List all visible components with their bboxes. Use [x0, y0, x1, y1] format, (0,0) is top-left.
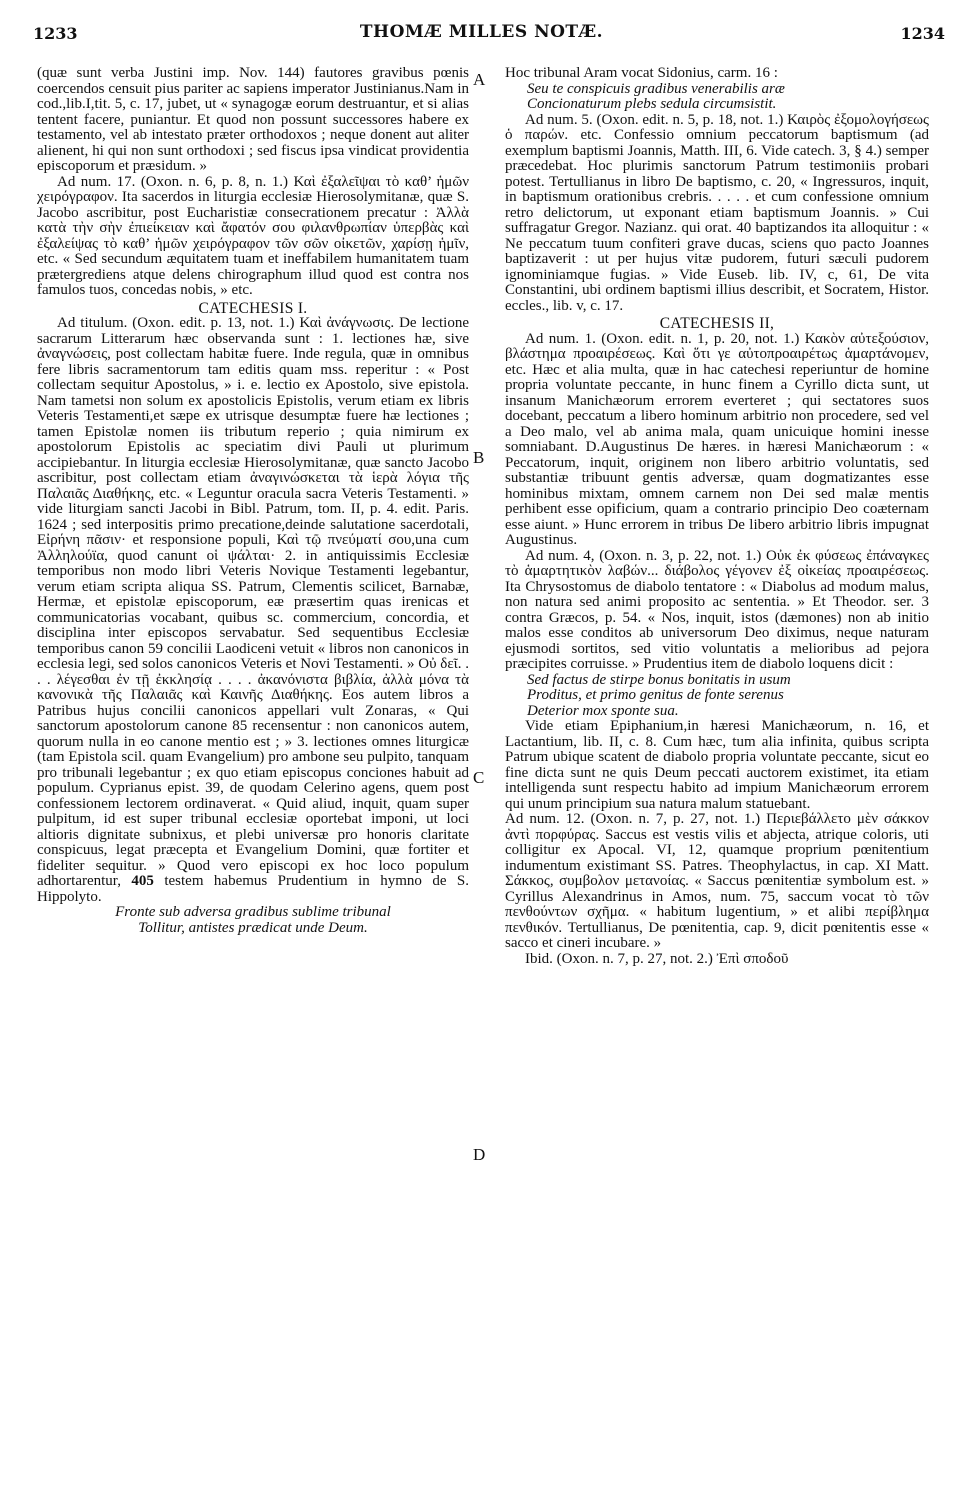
page-number-right: 1234 [900, 24, 945, 43]
section-heading: CATECHESIS I. [198, 299, 308, 317]
section-heading: CATECHESIS II, [659, 315, 775, 332]
paragraph [37, 316, 469, 905]
page-number-left: 1233 [33, 24, 78, 43]
verse-line: Fronte sub adversa gradibus sublime tribunal [115, 904, 391, 920]
page-header [0, 10, 963, 43]
paragraph: Ad num. 17. (Oxon. n. 6, p. 8, n. 1.) Καὶ ἐξαλεῖψαι τὸ καθ’ ἡμῶν χειρόγραφον. Ita sacerdos in liturgia ecclesiæ Hierosolymitanæ, quæ S. Jacobo ascribitur, post Eucharistiæ consecrationem precatur : Ἀλλὰ κατὰ τὴν σὴν ἐπιείκειαν καὶ ἄφατόν σου φιλανθρωπίαν ὑπερβὰς καὶ ἐξαλείψας τὸ καθ’ ἡμῶν χειρόγραφον τῶν σῶν οἰκετῶν, χαρίσῃ ἡμῖν, etc. « Sed secundum æquitatem tuam et ineffabilem humanitatem tuam prætergrediens atque delens chirographum illud quod est contra nos famulos tuos, concedas nobis, » etc. [37, 173, 469, 298]
paragraph: (quæ sunt verba Justini imp. Nov. 144) fautores gravibus pœnis coercendos censuit pius pariter ac sapiens imperator Justinianus.Nam in cod.,lib.I,tit. 5, c. 17, jubet, ut « synagogæ eorum destruantur, et si alias tentent facere, puniantur. Et quod non possunt successores habere ex testamento, vel ab intestato præter orthodoxos ; neque donent aut aliter alienent, hi qui non sunt orthodoxi ; sed fiscus ipsa vindicat providentia episcoporum et præsidum. » [37, 65, 469, 174]
paragraph: Vide etiam Epiphanium,in hæresi Manichæorum, n. 16, et Lactantium, lib. II, c. 8. Cum hæc, tum alia infinita, quibus scripta Patrum ubique scatent de diabolo propria voluntate peccante, sicut eo fine dicta sunt ne quis Deum peccati auctorem existimet, ita etiam intelligenda sunt respectu habito ad impium Manichæorum errorem qui unum principium sua natura malum statuebant. [505, 718, 929, 812]
paragraph: Ibid. (Oxon. n. 7, p. 27, not. 2.) Ἐπὶ σποδοῦ [525, 950, 789, 967]
paragraph: Ad num. 4, (Oxon. n. 3, p. 22, not. 1.) Οὐκ ἐκ φύσεως ἐπάναγκες τὸ ἁμαρτητικὸν λαβών... διάβολος γέγονεν ἐξ οἰκείας προαιρέσεως. Ita Chrysostomus de diabolo tentatore : « Diabolus ad modum malus, non natura sed animi proposito ac sententia. » Et Theodor. ser. 3 contra Græcos, p. 54. « Nos, inquit, istos (dæmones) non ab initio malos esse conditos ab universorum Deo diximus, neque naturam ejusmodi sortitos, sed vitio voluntatis a melioribus ad pejora præcipites corruisse. » Prudentius item de diabolo loquens dicit : [505, 547, 929, 672]
paragraph: Ad num. 5. (Oxon. edit. n. 5, p. 18, not. 1.) Καιρὸς ἐξομολογήσεως ὁ παρών. etc. Confessio omnium peccatorum baptismum (ad exemplum baptismi Joannis, Matth. III, 6. Vide catech. 3, § 4.) semper præcedebat. Hoc plurimis sanctorum Patrum testimoniis probari potest. Tertullianus in libro De baptismo, c. 20, « Ingressuros, inquit, in baptismum orationibus crebris. . . . . et cum confessione omnium retro delictorum, ut exponant etiam baptismum Joannis. » Cui suffragatur Gregor. Nazianz. qui orat. 40 baptizandos ita alloquitur : « Ne peccatum tuum confiteri grave ducas, sciens quo pacto Joannes baptizaverit : ut per hujus vitæ pudorem, futuri sæculi pudorem ignominiamque fugias. » Vide Euseb. lib. IV, c, 61, De vita Constantini, ubi ordinem baptismi illius describit, et Socratem, Histor. eccles., lib. v, c. 17. [505, 111, 929, 314]
paragraph: Ad num. 12. (Oxon. n. 7, p. 27, not. 1.) Περιεβάλλετο μὲν σάκκον ἀντὶ πορφύρας. Saccus est vestis vilis et abjecta, atrique coloris, uti colligitur ex Apocal. VI, 12, quamque proprium pœnitentium indumentum existimant SS. Patres. Theophylactus, in cap. XI Matt. Σάκκος, συμβολον μετανοίας. « Saccus pœnitentiæ symbolum est. » Cyrillus Alexandrinus in Amos, num. 75, saccum vocat τὸ τῶν πενθούντων σχῆμα. « habitum lugentium, » et alibi περίβλημα πενθικόν. Tertullianus, De pœnitentia, cap. 9, dicit pœnitentis esse « sacco et cineri incubare. » [505, 811, 929, 951]
paragraph-text: Ad titulum. (Oxon. edit. p. 13, not. 1.) Καὶ ἀνάγνωσις. De lectione sacrarum Litterarum hæc observanda sunt : 1. lectiones hæ, sive ἀναγνώσεις, post collectam habitæ fuere. Inde regula, quæ in omnibus fere libris sacramentorum tam editis quam mss. reperitur : « Post collectam sequitur Apostolus, » i. e. lectio ex Apostolo, sive epistola. Nam tametsi non solum ex apostolicis Epistolis, verum etiam ex libris Veteris Testamenti,et sæpe ex utrisque desumptæ fuere hæ lectiones ; tamen Epistolæ nomen iis tributum reperio ; quia nimirum ex apostolorum Epistolis ac speciatim divi Pauli ut plurimum accipiebantur. In liturgia ecclesiæ Hierosolymitanæ, quæ sancto Jacobo ascribitur, post collectam etiam ἀναγινώσκεται τὰ ἱερὰ λόγια τῆς Παλαιᾶς Διαθήκης, etc. « Leguntur oracula sacra Veteris Testamenti. » vide liturgiam sancti Jacobi in Bibl. Patrum, tom. II, p. 4. edit. Paris. 1624 ; sed interpositis primo precatione,deinde salutatione sacerdotali, Εἰρήνη πᾶσιν· et responsione populi, Καὶ τῷ πνεύματί σου,una cum Ἀλληλούϊα, quod canunt οἱ ψάλται· 2. in antiquissimis Ecclesiæ temporibus non modo libri Veteris Novique Testamenti legebantur, verum etiam scripta aliqua SS. Patrum, Clementis scilicet, Barnabæ, Hermæ, et epistolæ episcoporum, eæ præsertim quas irenicas et communicatorias vocabant, quibus sc. commercium, concordia, et disciplina inter episcopos servabatur. Sed sequentibus Ecclesiæ temporibus canon 59 concilii Laodiceni vetuit « libros non canonicos in ecclesia legi, sed solos canonicos Veteris et Novi Testamenti. » Οὐ δεῖ. . . . λέγεσθαι ἐν τῇ ἐκκλησίᾳ . . . . ἀκανόνιστα βιβλία, ἀλλὰ μόνα τὰ κανονικὰ τῆς Παλαιᾶς καὶ Καινῆς Διαθήκης. Eos autem libros a Patribus hujus concilii canonicos appellari vult Zonaras, « Qui sanctorum apostolorum canone 85 recensentur : non canonicos autem, quorum nulla in eo canone mentio est ; » 3. lectiones omnes liturgicæ (tam Epistola scil. quam Evangelium) pro ambone seu pulpito, tanquam pro tribunali legebantur ; ex quo etiam episcopus conciones habuit ad populum. Cyprianus epist. 39, de quodam Celerino agens, quem post confessionem lectorem ordinaverat. « Quid aliud, inquit, quam super pulpitum, id est super tribunal ecclesiæ oportebat imponi, ut loci altioris dignitate subnixus, et plebi universæ pro honoris claritate conspicuus, legat præcepta et Evangelium Domini, quæ fortiter et fideliter sequitur. » Quod vero episcopi ex hoc loco populum adhortarentur, [37, 315, 469, 889]
verse-line: Sed factus de stirpe bonus bonitatis in usum [527, 671, 791, 688]
paragraph: Ad num. 1. (Oxon. edit. n. 1, p. 20, not. 1.) Κακὸν αὐτεξούσιον, βλάστημα προαιρέσεως. Καὶ ὅτι γε αὐτοπροαιρέτως ἁμαρτάνομεν, etc. Hæc et alia multa, quæ in hac catechesi reperiuntur de homine propria voluntate peccante, in hunc finem a Cyrillo dicta sunt, ut insanum Manichæorum errorem everteret ; qui sectatores suos docebant, peccatum a libero hominum arbitrio non procedere, sed vel a Deo malo, vel ab anima mala, quam unicuique homini inesse somniabant. D.Augustinus De hæres. in hæresi Manichæorum : « Peccatorum, inquit, originem non libero arbitrio voluntatis, sed substantiæ tribuunt gentis adversæ, quam dogmatizantes esse hominibus mixtam, omnem carnem non Dei sed malæ mentis perhibent esse opificium, quam a contrario principio Deo coæternam esse aiunt. » Hunc errorem in tribus De libero arbitrio libris impugnat Augustinus. [505, 330, 929, 548]
running-title: THOMÆ MILLES NOTÆ. [359, 22, 604, 42]
footnote-number: 405 [131, 873, 154, 889]
paragraph: Hoc tribunal Aram vocat Sidonius, carm. 16 : [505, 65, 778, 81]
right-column [505, 66, 929, 967]
verse-line: Proditus, et primo genitus de fonte serenus [527, 687, 784, 703]
verse-line: Seu te conspicuis gradibus venerabilis aræ [527, 80, 785, 97]
margin-letter-a: A [473, 70, 486, 89]
verse-line: Concionaturum plebs sedula circumsistit. [527, 96, 777, 112]
verse-line: Deterior mox sponte sua. [527, 702, 679, 719]
left-column [37, 66, 469, 936]
margin-letter-c: C [473, 768, 485, 787]
margin-letter-b: B [473, 448, 485, 467]
margin-letter-d: D [473, 1145, 486, 1164]
paragraph-text: testem habemus Prudentium in hymno de S. Hippolyto. [37, 873, 469, 905]
verse-line: Tollitur, antistes prædicat unde Deum. [138, 919, 368, 936]
